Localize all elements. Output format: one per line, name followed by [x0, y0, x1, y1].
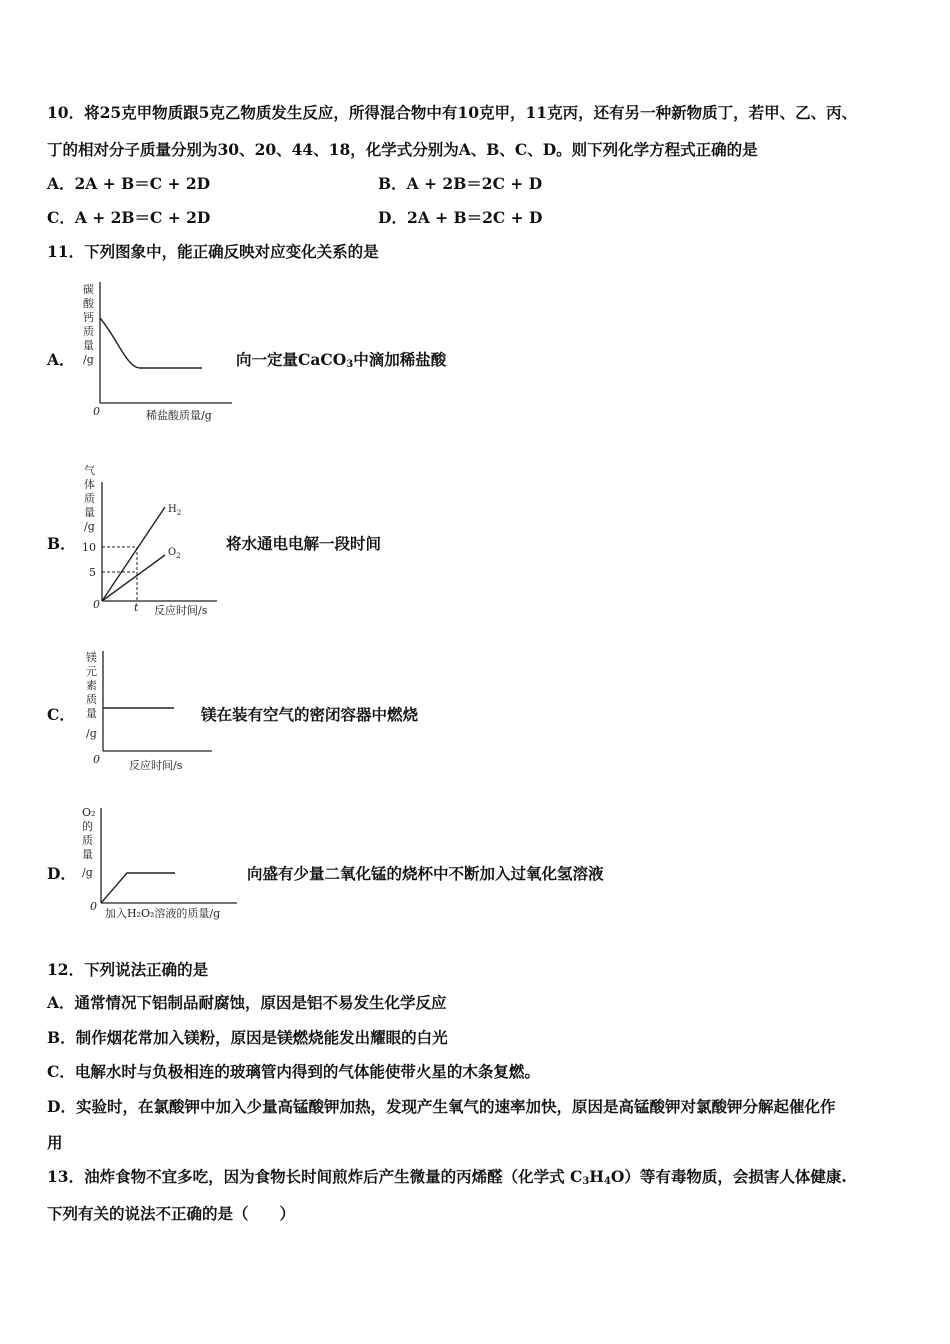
curve — [100, 318, 202, 368]
x-axis-label: 反应时间/s — [129, 759, 183, 772]
q12-option-a: A．通常情况下铝制品耐腐蚀，原因是铝不易发生化学反应 — [47, 993, 447, 1012]
tick-t: t — [134, 601, 139, 614]
q11-option-a-caption: 向一定量CaCO$_3$中滴加稀盐酸 — [236, 350, 447, 370]
ylabel-char: /g — [82, 866, 93, 879]
q10-option-d: D．2A + B＝2C + D — [378, 208, 543, 227]
ylabel-char: 元 — [86, 665, 97, 678]
q11-graph-c — [72, 645, 222, 775]
x-axis-label: 加入H₂O₂溶液的质量/g — [105, 907, 221, 920]
y-axis-label — [83, 282, 95, 366]
ylabel-char: 质 — [84, 492, 95, 505]
ylabel-char: /g — [83, 353, 94, 366]
q12-option-d-line2: 用 — [47, 1133, 63, 1152]
q12-option-b: B．制作烟花常加入镁粉，原因是镁燃烧能发出耀眼的白光 — [47, 1028, 448, 1047]
q11-graph-a — [72, 278, 242, 423]
q10-option-b: B．A + 2B＝2C + D — [378, 174, 543, 193]
q12-option-c: C．电解水时与负极相连的玻璃管内得到的气体能使带火星的木条复燃。 — [47, 1062, 540, 1081]
ylabel-char: 气 — [84, 464, 95, 477]
ylabel-char: 体 — [84, 478, 95, 491]
series-o2-line — [102, 555, 165, 601]
q11-option-d-label: D． — [47, 864, 76, 883]
q11-option-a-label: A． — [47, 350, 75, 369]
ylabel-char: 的 — [82, 820, 93, 833]
tick-10: 10 — [82, 541, 96, 554]
q10-option-a: A．2A + B＝C + 2D — [47, 174, 211, 193]
q11-graph-b — [72, 460, 232, 620]
q11-option-b-label: B． — [47, 534, 76, 553]
q10-stem-line1: 10．将25克甲物质跟5克乙物质发生反应，所得混合物中有10克甲，11克丙，还有另一种新物质丁，若甲、乙、丙、 — [47, 103, 858, 122]
origin-label: 0 — [93, 753, 100, 766]
ylabel-char: /g — [86, 727, 97, 740]
q11-option-c-caption: 镁在装有空气的密闭容器中燃烧 — [201, 705, 419, 724]
ylabel-char: 碳 — [83, 283, 94, 296]
ylabel-char: 量 — [82, 848, 93, 861]
q11-option-d-caption: 向盛有少量二氧化锰的烧杯中不断加入过氧化氢溶液 — [247, 864, 604, 883]
q13-stem-line2: 下列有关的说法不正确的是（ ） — [47, 1204, 296, 1223]
q12-stem: 12．下列说法正确的是 — [47, 960, 209, 979]
ylabel-char: 镁 — [86, 651, 97, 664]
ylabel-char: 量 — [84, 506, 95, 519]
ylabel-char: 质 — [86, 693, 97, 706]
y-axis-label — [86, 650, 97, 740]
series-h2-label: $H_2$ — [168, 504, 182, 517]
q10-stem-line2: 丁的相对分子质量分别为30、20、44、18，化学式分别为A、B、C、D。则下列化学方程式正确的是 — [47, 140, 758, 159]
ylabel-char: 质 — [82, 834, 93, 847]
ylabel-char: 量 — [86, 707, 97, 720]
ylabel-char: 质 — [83, 325, 94, 338]
origin-label: 0 — [90, 900, 97, 913]
q10-option-c: C．A + 2B＝C + 2D — [47, 208, 211, 227]
q11-stem: 11．下列图象中，能正确反映对应变化关系的是 — [47, 242, 379, 261]
ylabel-char: O₂ — [82, 806, 96, 819]
series-h2-line — [102, 507, 165, 601]
origin-label: 0 — [93, 405, 100, 418]
curve — [101, 873, 175, 903]
q13-stem-line1: 13．油炸食物不宜多吃，因为食物长时间煎炸后产生微量的丙烯醛（化学式 $C_3H_4O$）等有毒物质，会损害人体健康. — [47, 1167, 847, 1187]
x-axis-label: 稀盐酸质量/g — [146, 409, 212, 422]
x-axis-label: 反应时间/s — [154, 604, 208, 617]
ylabel-char: 酸 — [83, 297, 94, 310]
y-axis-label — [84, 463, 95, 533]
origin-label: 0 — [93, 598, 100, 611]
q12-option-d-line1: D．实验时，在氯酸钾中加入少量高锰酸钾加热，发现产生氧气的速率加快，原因是高锰酸钾对氯酸钾分解起催化作 — [47, 1097, 836, 1116]
tick-5: 5 — [89, 566, 96, 579]
q11-option-b-caption: 将水通电电解一段时间 — [226, 534, 382, 553]
ylabel-char: 钙 — [83, 311, 94, 324]
q11-graph-d — [72, 800, 247, 925]
ylabel-char: 素 — [86, 679, 97, 692]
y-axis-label — [82, 806, 95, 879]
series-o2-label: $O_2$ — [168, 547, 181, 560]
q11-option-c-label: C． — [47, 705, 75, 724]
ylabel-char: 量 — [83, 339, 94, 352]
ylabel-char: /g — [84, 520, 95, 533]
